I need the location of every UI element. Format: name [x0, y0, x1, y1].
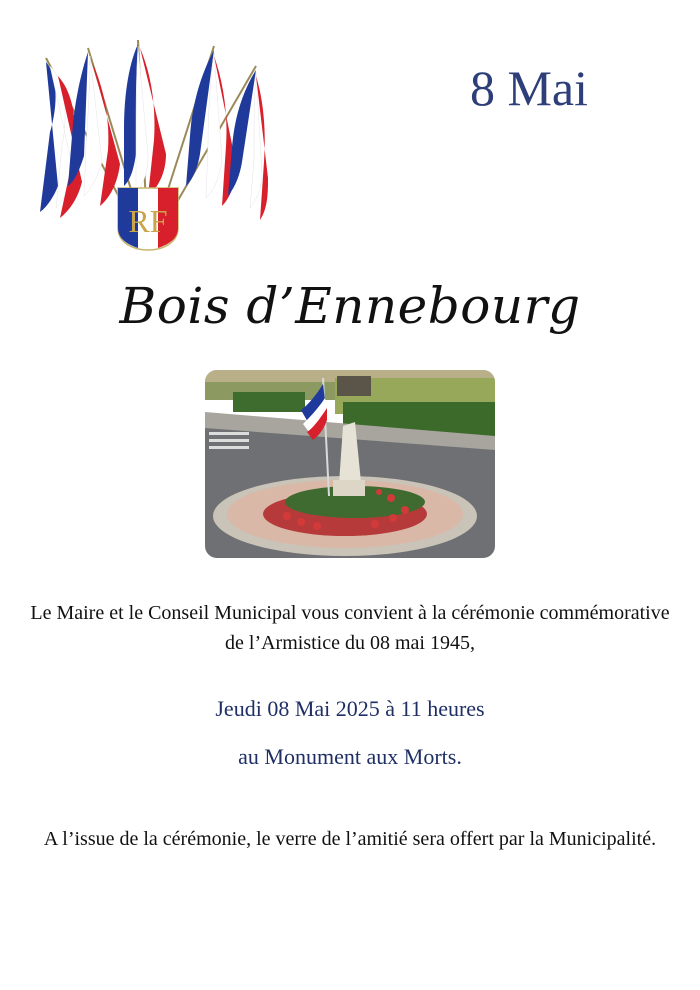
french-flags-illustration: [28, 36, 268, 252]
svg-text:RF: RF: [128, 203, 168, 239]
flags-emblem: [28, 36, 268, 252]
date-title: 8 Mai: [469, 60, 588, 116]
event-date-time: Jeudi 08 Mai 2025 à 11 heures: [215, 696, 485, 721]
town-title: Bois d’Ennebourg: [119, 277, 581, 335]
flag-center: [124, 44, 166, 196]
monument-photo: [205, 370, 495, 558]
intro-paragraph: Le Maire et le Conseil Municipal vous convient à la cérémonie commémorative de l’Armistice du 08 mai 1945,: [30, 602, 670, 654]
flag-right-outer: [228, 70, 268, 220]
closing-paragraph: A l’issue de la cérémonie, le verre de l’amitié sera offert par la Municipalité.: [43, 828, 657, 850]
rf-shield-emblem: [118, 188, 178, 250]
flag-right-inner: [186, 50, 236, 206]
event-location: au Monument aux Morts.: [238, 744, 462, 769]
